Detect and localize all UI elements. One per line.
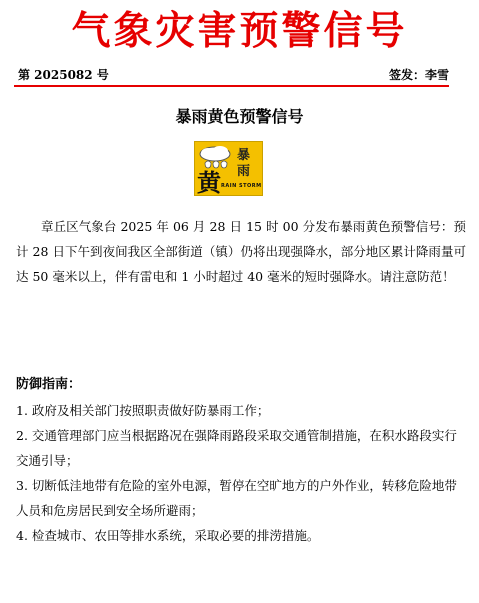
icon-english-label: RAIN STORM (221, 183, 262, 189)
icon-char-huang: 黄 (197, 169, 221, 197)
warning-body (16, 214, 466, 289)
guide-item: 3. 切断低洼地带有危险的室外电源，暂停在空旷地方的户外作业，转移危险地带人员和危房居民到安全场所避雨； (16, 478, 457, 518)
guide-item: 4. 检查城市、农田等排水系统，采取必要的排涝措施。 (16, 528, 320, 543)
guide-item: 1. 政府及相关部门按照职责做好防暴雨工作； (16, 403, 270, 418)
issue-number: 第 2025082 号 (18, 68, 109, 82)
icon-char-bao: 暴 (237, 148, 251, 163)
issue-line (18, 67, 449, 83)
icon-char-yu: 雨 (237, 164, 251, 179)
signal-title: 暴雨黄色预警信号 (175, 107, 304, 126)
signer: 签发：李雪 (388, 68, 449, 82)
guide-list (16, 398, 466, 548)
red-divider (14, 85, 449, 87)
rainstorm-yellow-signal-icon (194, 141, 263, 196)
guide-item: 2. 交通管理部门应当根据路况在强降雨路段采取交通管制措施，在积水路段实行交通引导； (16, 428, 457, 468)
guide-title: 防御指南： (16, 377, 82, 392)
warning-paragraph: 章丘区气象台 2025 年 06 月 28 日 15 时 00 分发布暴雨黄色预警信号：预计 28 日下午到夜间我区全部街道（镇）仍将出现强降水，部分地区累计降雨量可达 50 毫米以上，伴有雷电和 1 小时超过 40 毫米的短时强降水。请注意防范！ (16, 219, 466, 284)
document-title: 气象灾害预警信号 (71, 9, 408, 54)
